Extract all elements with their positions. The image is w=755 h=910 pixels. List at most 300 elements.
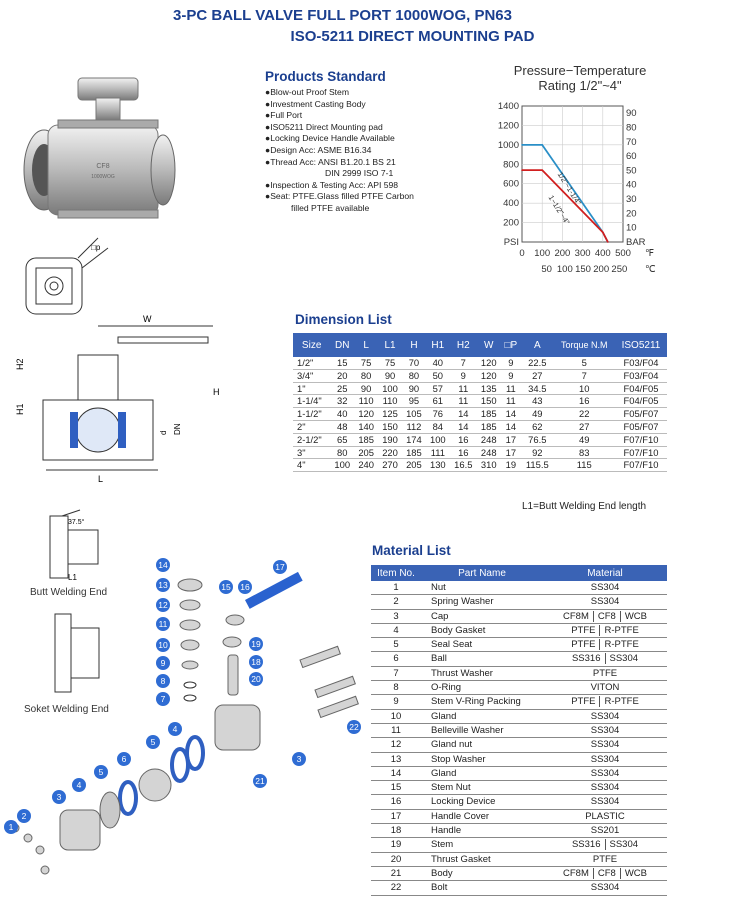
standard-item: ●Blow-out Proof Stem xyxy=(265,87,349,97)
balloon-2: 2 xyxy=(17,809,31,823)
material-value xyxy=(543,852,667,866)
page-title: 3-PC BALL VALVE FULL PORT 1000WOG, PN63 xyxy=(173,7,512,24)
chart-subtitle: Rating 1/2"~4" xyxy=(538,78,622,93)
chart-x-bottom-tick: 250 xyxy=(611,264,628,275)
material-value xyxy=(543,723,667,737)
dimension-cell: 205 xyxy=(354,446,378,459)
dimension-row xyxy=(293,446,667,459)
dimension-cell: 2" xyxy=(293,420,330,433)
dimension-cell: F03/F04 xyxy=(615,357,667,369)
material-value xyxy=(543,752,667,766)
material-value xyxy=(543,809,667,823)
material-part-name: Gland nut xyxy=(421,738,543,752)
dimension-cell: 11 xyxy=(450,382,477,395)
dimension-col-11: ISO5211 xyxy=(615,333,667,357)
balloon-14: 14 xyxy=(156,558,170,572)
dimension-cell: 48 xyxy=(330,420,354,433)
dimension-cell: 11 xyxy=(501,395,521,408)
page-subtitle: ISO-5211 DIRECT MOUNTING PAD xyxy=(290,28,535,45)
chart-y-left-tick: 200 xyxy=(503,217,519,229)
material-item-no: 22 xyxy=(371,881,421,895)
material-spec: CF8M xyxy=(563,610,589,622)
dimension-cell: 27 xyxy=(521,369,554,382)
material-part-name: Stem Nut xyxy=(421,781,543,795)
material-spec: SS316 xyxy=(571,653,601,665)
material-row xyxy=(371,609,667,623)
chart-title: Pressure−Temperature xyxy=(513,63,647,78)
dimension-row xyxy=(293,433,667,446)
balloon-20: 20 xyxy=(249,672,263,686)
valve-marking-cf8: CF8 xyxy=(96,163,110,170)
material-part-name: Seal Seat xyxy=(421,638,543,652)
dimension-cell: 15 xyxy=(330,357,354,369)
balloon-22: 22 xyxy=(347,720,361,734)
material-row xyxy=(371,781,667,795)
balloon-5: 5 xyxy=(94,765,108,779)
dimension-cell: 9 xyxy=(501,357,521,369)
dimension-cell: 83 xyxy=(554,446,615,459)
dimension-col-5: H1 xyxy=(426,333,450,357)
balloon-8: 8 xyxy=(156,674,170,688)
balloon-4: 4 xyxy=(72,778,86,792)
material-value xyxy=(543,766,667,780)
material-spec: WCB xyxy=(624,867,647,879)
material-value xyxy=(543,866,667,880)
standard-item: ●Full Port xyxy=(265,110,303,121)
material-row xyxy=(371,809,667,823)
section-drawing xyxy=(15,310,263,490)
chart-y-right-tick: 50 xyxy=(626,165,637,177)
material-part-name: Handle xyxy=(421,824,543,838)
dimension-col-7: W xyxy=(477,333,501,357)
material-spec: PTFE xyxy=(592,853,618,865)
dimension-cell: 112 xyxy=(402,420,426,433)
chart-y-right-tick: 20 xyxy=(626,208,637,220)
material-row xyxy=(371,581,667,595)
chart-series-point xyxy=(541,169,543,171)
balloon-12: 12 xyxy=(156,598,170,612)
standard-item: ●Inspection & Testing Acc: API 598 xyxy=(265,179,399,190)
dimension-row xyxy=(293,357,667,369)
material-row xyxy=(371,695,667,709)
dimension-cell: 14 xyxy=(450,408,477,421)
material-value xyxy=(543,623,667,637)
dimension-cell: 14 xyxy=(501,420,521,433)
dimension-cell: F05/F07 xyxy=(615,408,667,421)
dim-h-label: H xyxy=(213,387,220,397)
material-row xyxy=(371,723,667,737)
balloon-21: 21 xyxy=(253,774,267,788)
dimension-cell: 14 xyxy=(450,420,477,433)
material-spec: SS304 xyxy=(609,653,639,665)
exploded-view-drawing xyxy=(0,560,370,900)
dimension-cell: 65 xyxy=(330,433,354,446)
balloon-6: 6 xyxy=(117,752,131,766)
material-value xyxy=(543,652,667,666)
dimension-col-2: L xyxy=(354,333,378,357)
material-col-item: Item No. xyxy=(371,565,421,581)
material-spec: WCB xyxy=(624,610,647,622)
material-item-no: 10 xyxy=(371,709,421,723)
dim-h1-label: H1 xyxy=(15,403,25,415)
material-value xyxy=(543,695,667,709)
dimension-cell: 120 xyxy=(477,369,501,382)
chart-x-top-tick: 300 xyxy=(574,248,591,259)
material-spec: SS304 xyxy=(590,767,620,779)
angle-label: 37.5° xyxy=(68,519,85,526)
chart-x-bottom-unit: ℃ xyxy=(645,264,656,275)
socket-welding-caption: Soket Welding End xyxy=(24,704,109,715)
dimension-cell: 27 xyxy=(554,420,615,433)
products-standard-list xyxy=(265,87,414,215)
dimension-cell: 1-1/2" xyxy=(293,408,330,421)
material-spec: SS304 xyxy=(609,839,639,851)
dimension-col-9: A xyxy=(521,333,554,357)
chart-x-bottom-tick: 100 xyxy=(556,264,573,275)
dim-l1-label: L1 xyxy=(68,573,77,582)
dimension-cell: F04/F05 xyxy=(615,382,667,395)
material-spec: SS304 xyxy=(590,710,620,722)
material-part-name: Body Gasket xyxy=(421,623,543,637)
dimension-cell: 115.5 xyxy=(521,459,554,472)
material-part-name: Nut xyxy=(421,581,543,595)
chart-x-bottom-tick: 50 xyxy=(541,264,552,275)
dimension-cell: 22 xyxy=(554,408,615,421)
chart-y-left-tick: 1000 xyxy=(497,139,519,151)
material-part-name: Stem xyxy=(421,838,543,852)
chart-y-right-tick: 90 xyxy=(626,108,637,120)
dimension-cell: 140 xyxy=(354,420,378,433)
dimension-cell: 57 xyxy=(426,382,450,395)
chart-title-block xyxy=(490,63,670,93)
balloon-11: 11 xyxy=(156,617,170,631)
dimension-row xyxy=(293,382,667,395)
dimension-cell: 90 xyxy=(354,382,378,395)
dimension-cell: 185 xyxy=(402,446,426,459)
valve-photo xyxy=(18,70,198,230)
dimension-cell: 75 xyxy=(378,357,402,369)
chart-series-point xyxy=(521,169,523,171)
material-spec: PTFE xyxy=(571,624,596,636)
dimension-cell: 220 xyxy=(378,446,402,459)
material-row xyxy=(371,881,667,895)
dimension-cell: 240 xyxy=(354,459,378,472)
chart-x-top-tick: 100 xyxy=(534,248,551,259)
dimension-table xyxy=(293,333,667,472)
chart-y-right-tick: 10 xyxy=(626,222,637,234)
standard-item: ●Thread Acc: ANSI B1.20.1 BS 21 xyxy=(265,156,396,167)
butt-welding-note: L1=Butt Welding End length xyxy=(522,501,647,512)
dimension-cell: 3/4" xyxy=(293,369,330,382)
dimension-cell: 49 xyxy=(554,433,615,446)
dimension-list-title: Dimension List xyxy=(295,312,392,327)
balloon-3b: 3 xyxy=(292,752,306,766)
material-spec: SS201 xyxy=(590,825,620,837)
chart-series-point xyxy=(602,231,604,233)
material-item-no: 4 xyxy=(371,623,421,637)
material-item-no: 8 xyxy=(371,681,421,695)
chart-y-right-tick: 80 xyxy=(626,122,637,134)
dim-h2-label: H2 xyxy=(15,358,25,370)
balloon-19: 19 xyxy=(249,637,263,651)
dimension-col-8: □P xyxy=(501,333,521,357)
material-spec: PTFE xyxy=(571,696,596,708)
chart-y-left-tick: 1200 xyxy=(497,120,519,132)
material-header-row xyxy=(371,565,667,581)
chart-y-right-tick: 40 xyxy=(626,179,637,191)
chart-series-point xyxy=(521,144,523,146)
material-part-name: Spring Washer xyxy=(421,595,543,609)
material-spec: SS304 xyxy=(590,724,620,736)
dimension-cell: 120 xyxy=(477,357,501,369)
dimension-cell: 92 xyxy=(521,446,554,459)
material-part-name: Gland xyxy=(421,709,543,723)
material-value xyxy=(543,738,667,752)
dimension-cell: 50 xyxy=(426,369,450,382)
dimension-cell: 1-1/4" xyxy=(293,395,330,408)
material-row xyxy=(371,738,667,752)
material-row xyxy=(371,638,667,652)
dimension-row xyxy=(293,369,667,382)
dimension-col-3: L1 xyxy=(378,333,402,357)
dimension-cell: 190 xyxy=(378,433,402,446)
material-part-name: Stop Washer xyxy=(421,752,543,766)
dimension-cell: 205 xyxy=(402,459,426,472)
dimension-cell: 120 xyxy=(354,408,378,421)
dimension-cell: 130 xyxy=(426,459,450,472)
dimension-cell: 80 xyxy=(354,369,378,382)
material-spec: PLASTIC xyxy=(585,810,625,822)
material-value xyxy=(543,638,667,652)
dimension-cell: 100 xyxy=(378,382,402,395)
dimension-cell: F05/F07 xyxy=(615,420,667,433)
dimension-cell: 16 xyxy=(450,433,477,446)
material-item-no: 19 xyxy=(371,838,421,852)
dimension-cell: 90 xyxy=(402,382,426,395)
material-part-name: Locking Device xyxy=(421,795,543,809)
material-spec: SS304 xyxy=(590,796,620,808)
dimension-cell: 11 xyxy=(501,382,521,395)
chart-x-bottom-tick: 150 xyxy=(575,264,591,275)
balloon-7: 7 xyxy=(156,692,170,706)
dimension-cell: 150 xyxy=(378,420,402,433)
material-part-name: Thrust Washer xyxy=(421,666,543,680)
material-spec: SS316 xyxy=(571,839,601,851)
material-value xyxy=(543,838,667,852)
chart-series-label: 1−1/2"~4" xyxy=(546,193,572,227)
material-item-no: 2 xyxy=(371,595,421,609)
material-row xyxy=(371,852,667,866)
material-item-no: 11 xyxy=(371,723,421,737)
dim-d-label: d xyxy=(159,430,168,435)
material-item-no: 15 xyxy=(371,781,421,795)
dimension-cell: 76.5 xyxy=(521,433,554,446)
chart-y-left-tick: 600 xyxy=(503,178,519,190)
material-part-name: Belleville Washer xyxy=(421,723,543,737)
material-item-no: 6 xyxy=(371,652,421,666)
products-standard-title: Products Standard xyxy=(265,69,386,84)
material-item-no: 17 xyxy=(371,809,421,823)
material-part-name: O-Ring xyxy=(421,681,543,695)
dim-l-label: L xyxy=(98,474,104,484)
material-value xyxy=(543,666,667,680)
dimension-row xyxy=(293,459,667,472)
dimension-cell: 125 xyxy=(378,408,402,421)
material-part-name: Gland xyxy=(421,766,543,780)
material-item-no: 16 xyxy=(371,795,421,809)
standard-item: ●Design Acc: ASME B16.34 xyxy=(265,144,372,155)
material-spec: SS304 xyxy=(590,753,620,765)
chart-y-right-tick: 60 xyxy=(626,151,637,163)
dimension-cell: 100 xyxy=(330,459,354,472)
dimension-cell: 1/2" xyxy=(293,357,330,369)
material-spec: SS304 xyxy=(590,582,620,593)
chart-series-label: 1/2"~1-1/4" xyxy=(555,170,584,207)
material-row xyxy=(371,709,667,723)
material-part-name: Handle Cover xyxy=(421,809,543,823)
chart-x-top-tick: 200 xyxy=(554,248,571,259)
material-spec: CF8 xyxy=(597,867,616,879)
material-spec: SS304 xyxy=(590,882,620,894)
material-spec: CF8 xyxy=(597,610,616,622)
dimension-cell: 14 xyxy=(501,408,521,421)
material-value xyxy=(543,581,667,595)
standard-item: ●Seat: PTFE.Glass filled PTFE Carbon xyxy=(265,191,414,202)
dimension-cell: 7 xyxy=(450,357,477,369)
dimension-col-4: H xyxy=(402,333,426,357)
dimension-cell: 5 xyxy=(554,357,615,369)
chart-y-left-tick: 800 xyxy=(503,159,519,171)
material-row xyxy=(371,866,667,880)
dimension-cell: 10 xyxy=(554,382,615,395)
chart-y-left-label: PSI xyxy=(503,237,519,248)
chart-x-top-tick: 400 xyxy=(594,248,611,259)
dimension-col-1: DN xyxy=(330,333,354,357)
material-item-no: 3 xyxy=(371,609,421,623)
dimension-cell: 248 xyxy=(477,446,501,459)
material-table xyxy=(371,565,667,896)
balloon-16: 16 xyxy=(238,580,252,594)
dimension-cell: 248 xyxy=(477,433,501,446)
dimension-col-6: H2 xyxy=(450,333,477,357)
dimension-cell: 16.5 xyxy=(450,459,477,472)
dimension-cell: 90 xyxy=(378,369,402,382)
dimension-row xyxy=(293,408,667,421)
dimension-cell: 1" xyxy=(293,382,330,395)
dimension-cell: 310 xyxy=(477,459,501,472)
material-value xyxy=(543,824,667,838)
material-col-material: Material xyxy=(543,565,667,581)
dimension-col-0: Size xyxy=(293,333,330,357)
dimension-cell: 16 xyxy=(554,395,615,408)
material-row xyxy=(371,652,667,666)
dimension-cell: 40 xyxy=(330,408,354,421)
dimension-row xyxy=(293,395,667,408)
material-row xyxy=(371,595,667,609)
standard-item: filled PTFE available xyxy=(291,202,370,213)
dimension-cell: F03/F04 xyxy=(615,369,667,382)
dim-dn-label: DN xyxy=(173,423,182,435)
chart-x-top-tick: 500 xyxy=(615,248,631,259)
material-item-no: 5 xyxy=(371,638,421,652)
balloon-4b: 4 xyxy=(168,722,182,736)
chart-y-right-tick: 30 xyxy=(626,194,637,206)
material-row xyxy=(371,766,667,780)
chart-y-left-tick: 1400 xyxy=(497,101,519,112)
balloon-3: 3 xyxy=(52,790,66,804)
dimension-cell: 150 xyxy=(477,395,501,408)
chart-y-right-tick: 70 xyxy=(626,136,637,148)
material-item-no: 12 xyxy=(371,738,421,752)
dimension-header-row xyxy=(293,333,667,357)
dimension-cell: 110 xyxy=(378,395,402,408)
dimension-cell: 34.5 xyxy=(521,382,554,395)
material-value xyxy=(543,881,667,895)
dimension-cell: 3" xyxy=(293,446,330,459)
dimension-cell: 19 xyxy=(501,459,521,472)
material-spec: PTFE xyxy=(571,639,596,651)
dimension-cell: 80 xyxy=(330,446,354,459)
material-spec: SS304 xyxy=(590,739,620,751)
chart-x-bottom-tick: 200 xyxy=(593,264,610,275)
dim-w-label: W xyxy=(143,314,152,324)
dimension-cell: 75 xyxy=(354,357,378,369)
material-part-name: Body xyxy=(421,866,543,880)
material-value xyxy=(543,681,667,695)
material-item-no: 14 xyxy=(371,766,421,780)
dimension-cell: 17 xyxy=(501,433,521,446)
dimension-cell: 84 xyxy=(426,420,450,433)
dimension-cell: 25 xyxy=(330,382,354,395)
dimension-cell: 9 xyxy=(501,369,521,382)
material-part-name: Stem V-Ring Packing xyxy=(421,695,543,709)
dimension-cell: 270 xyxy=(378,459,402,472)
chart-x-top-tick: 0 xyxy=(519,248,525,259)
chart-x-top-unit: ℉ xyxy=(645,248,655,259)
material-row xyxy=(371,838,667,852)
dimension-cell: 95 xyxy=(402,395,426,408)
material-item-no: 21 xyxy=(371,866,421,880)
balloon-15: 15 xyxy=(219,580,233,594)
dim-p-label: □p xyxy=(91,243,101,252)
balloon-17: 17 xyxy=(273,560,287,574)
dimension-cell: 32 xyxy=(330,395,354,408)
dimension-cell: 17 xyxy=(501,446,521,459)
dimension-cell: 40 xyxy=(426,357,450,369)
balloon-5b: 5 xyxy=(146,735,160,749)
dimension-cell: 7 xyxy=(554,369,615,382)
standard-item: DIN 2999 ISO 7-1 xyxy=(325,168,394,179)
dimension-cell: 9 xyxy=(450,369,477,382)
material-item-no: 18 xyxy=(371,824,421,838)
material-value xyxy=(543,781,667,795)
valve-marking-wog: 1000WOG xyxy=(91,174,115,180)
dimension-cell: 2-1/2" xyxy=(293,433,330,446)
dimension-cell: 49 xyxy=(521,408,554,421)
dimension-cell: F07/F10 xyxy=(615,433,667,446)
dimension-cell: 185 xyxy=(477,408,501,421)
material-value xyxy=(543,609,667,623)
chart-plot-area xyxy=(522,106,623,242)
material-value xyxy=(543,595,667,609)
dimension-cell: 110 xyxy=(354,395,378,408)
standard-item: ●Investment Casting Body xyxy=(265,98,366,109)
material-row xyxy=(371,681,667,695)
dimension-cell: 174 xyxy=(402,433,426,446)
chart-series-point xyxy=(541,144,543,146)
material-item-no: 13 xyxy=(371,752,421,766)
dimension-cell: 80 xyxy=(402,369,426,382)
